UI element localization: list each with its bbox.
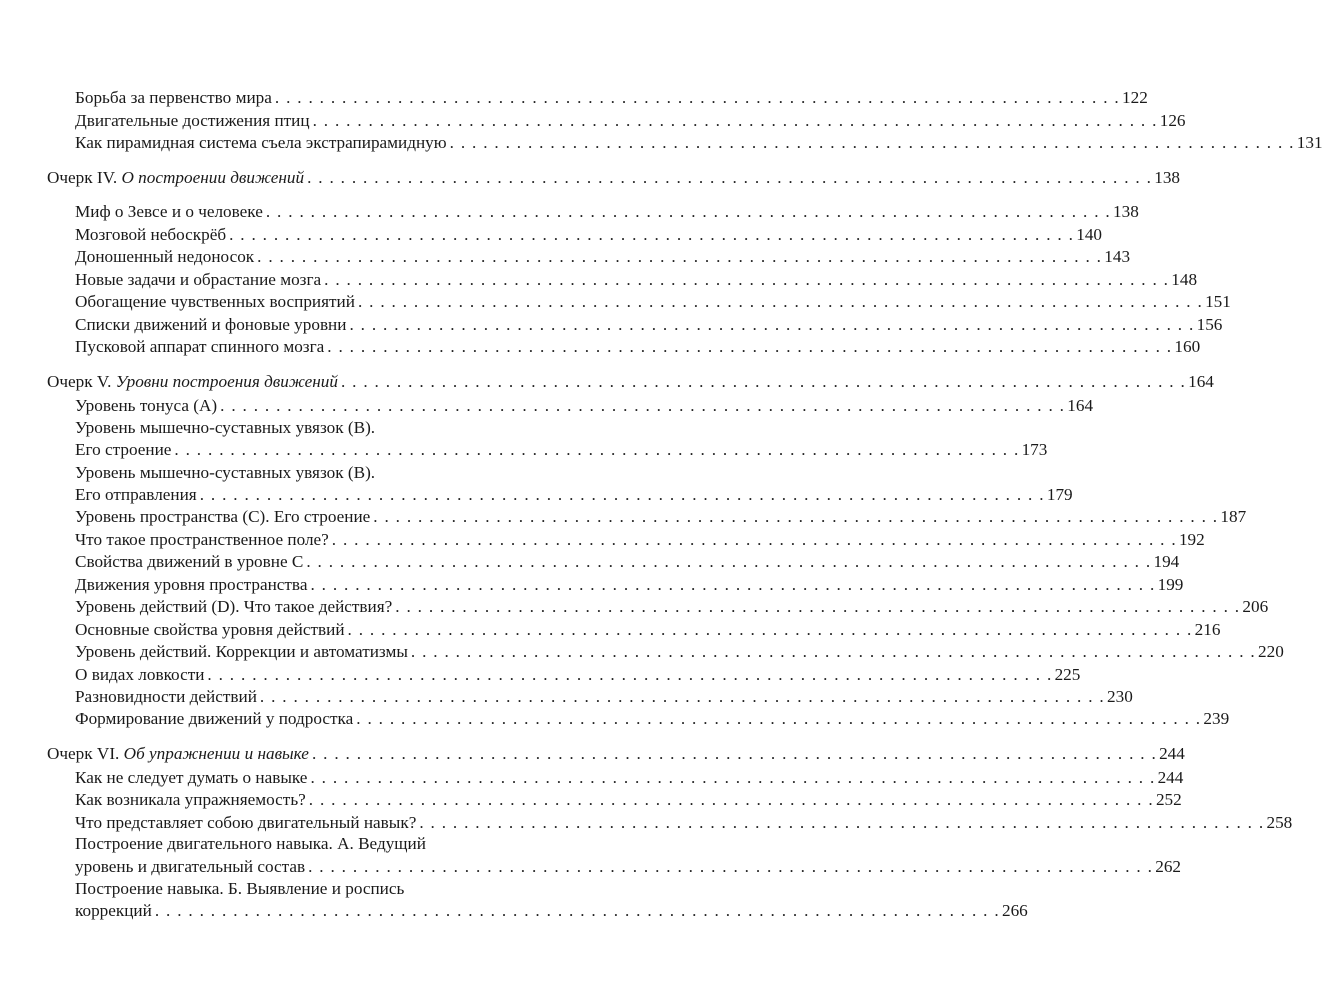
entry-title: Основные свойства уровня действий: [75, 620, 345, 639]
page-number: 143: [1104, 247, 1131, 266]
toc-entry: [75, 899, 1028, 923]
page-number: 138: [1113, 202, 1139, 221]
page-number: 230: [1107, 687, 1133, 706]
entry-title: Уровень пространства (С). Его строение: [75, 507, 371, 526]
page-number: 126: [1159, 111, 1186, 130]
entry-title: Обогащение чувственных восприятий: [75, 292, 355, 311]
page-number: 164: [1188, 372, 1214, 391]
page-number: 216: [1194, 620, 1221, 639]
toc-entry: [75, 855, 1182, 879]
page-number: 244: [1157, 768, 1184, 787]
toc-entry: [75, 394, 1094, 418]
dot-leader: . . . . . . . . . . . . . . . . . . . . . . . . . . . . . . . . . . . . . . . . . . . . . . . . . . . . . . . . . . . . . . . . . . . . . . . . . . . .: [347, 620, 1193, 639]
dot-leader: . . . . . . . . . . . . . . . . . . . . . . . . . . . . . . . . . . . . . . . . . . . . . . . . . . . . . . . . . . . . . . . . . . . . . . . . . . . .: [306, 552, 1152, 571]
toc-entry: [75, 223, 1103, 247]
chapter-label: Очерк IV.: [47, 168, 122, 187]
toc-entry: [75, 313, 1223, 337]
entry-title: Доношенный недоносок: [75, 247, 255, 266]
dot-leader: . . . . . . . . . . . . . . . . . . . . . . . . . . . . . . . . . . . . . . . . . . . . . . . . . . . . . . . . . . . . . . . . . . . . . . . . . . . .: [274, 88, 1121, 107]
entry-title: Разновидности действий: [75, 687, 257, 706]
page-number: 140: [1076, 225, 1103, 244]
page-number: 239: [1203, 709, 1230, 728]
toc-entry: [75, 707, 1230, 731]
entry-title: Списки движений и фоновые уровни: [75, 315, 347, 334]
page-number: 151: [1205, 292, 1231, 311]
toc-entry: [75, 573, 1184, 597]
toc-entry: [75, 528, 1205, 552]
toc-entry: [75, 109, 1186, 133]
toc-chapter: [47, 166, 1180, 190]
dot-leader: . . . . . . . . . . . . . . . . . . . . . . . . . . . . . . . . . . . . . . . . . . . . . . . . . . . . . . . . . . . . . . . . . . . . . . . . . . . .: [174, 440, 1020, 459]
entry-title: Что такое пространственное поле?: [75, 530, 329, 549]
toc-entry: [75, 663, 1081, 687]
dot-leader: . . . . . . . . . . . . . . . . . . . . . . . . . . . . . . . . . . . . . . . . . . . . . . . . . . . . . . . . . . . . . . . . . . . . . . . . . . . .: [327, 337, 1173, 356]
page-number: 192: [1178, 530, 1205, 549]
dot-leader: . . . . . . . . . . . . . . . . . . . . . . . . . . . . . . . . . . . . . . . . . . . . . . . . . . . . . . . . . . . . . . . . . . . . . . . . . . . .: [324, 270, 1170, 289]
dot-leader: . . . . . . . . . . . . . . . . . . . . . . . . . . . . . . . . . . . . . . . . . . . . . . . . . . . . . . . . . . . . . . . . . . . . . . . . . . . .: [356, 709, 1202, 728]
page-number: 173: [1021, 440, 1048, 459]
toc-chapter: [47, 742, 1185, 766]
toc-entry: [75, 335, 1201, 359]
page-number: 262: [1155, 857, 1182, 876]
dot-leader: . . . . . . . . . . . . . . . . . . . . . . . . . . . . . . . . . . . . . . . . . . . . . . . . . . . . . . . . . . . . . . . . . . . . . . . . . . . .: [265, 202, 1111, 221]
toc-entry: [75, 438, 1048, 462]
page-number: 187: [1220, 507, 1247, 526]
chapter-title: О построении движений: [121, 168, 305, 187]
page-number: 266: [1001, 901, 1028, 920]
toc-entry: [75, 290, 1231, 314]
chapter-title: Об упражнении и навыке: [123, 744, 309, 763]
toc-entry: [75, 416, 580, 440]
dot-leader: . . . . . . . . . . . . . . . . . . . . . . . . . . . . . . . . . . . . . . . . . . . . . . . . . . . . . . . . . . . . . . . . . . . . . . . . . . . .: [257, 247, 1103, 266]
entry-title: Построение двигательного навыка. А. Ведущий: [75, 834, 426, 853]
dot-leader: . . . . . . . . . . . . . . . . . . . . . . . . . . . . . . . . . . . . . . . . . . . . . . . . . . . . . . . . . . . . . . . . . . . . . . . . . . . .: [310, 575, 1156, 594]
dot-leader: . . . . . . . . . . . . . . . . . . . . . . . . . . . . . . . . . . . . . . . . . . . . . . . . . . . . . . . . . . . . . . . . . . . . . . . . . . . .: [410, 642, 1257, 661]
page-number: 179: [1046, 485, 1073, 504]
page-number: 194: [1153, 552, 1180, 571]
page-number: 164: [1067, 396, 1094, 415]
toc-entry: [75, 618, 1221, 642]
toc-entry: [75, 200, 1139, 224]
entry-title: Как пирамидная система съела экстрапирамидную: [75, 133, 447, 152]
entry-title: Как не следует думать о навыке: [75, 768, 308, 787]
toc-chapter: [47, 370, 1214, 394]
dot-leader: . . . . . . . . . . . . . . . . . . . . . . . . . . . . . . . . . . . . . . . . . . . . . . . . . . . . . . . . . . . . . . . . . . . . . . . . . . . .: [357, 292, 1204, 311]
page-number: 252: [1155, 790, 1182, 809]
toc-entry: [75, 483, 1073, 507]
dot-leader: . . . . . . . . . . . . . . . . . . . . . . . . . . . . . . . . . . . . . . . . . . . . . . . . . . . . . . . . . . . . . . . . . . . . . . . . . . . .: [207, 665, 1053, 684]
dot-leader: . . . . . . . . . . . . . . . . . . . . . . . . . . . . . . . . . . . . . . . . . . . . . . . . . . . . . . . . . . . . . . . . . . . . . . . . . . . .: [373, 507, 1219, 526]
entry-title: коррекций: [75, 901, 152, 920]
toc-entry: [75, 461, 580, 485]
entry-title: Построение навыка. Б. Выявление и роспись: [75, 879, 405, 898]
entry-title: [47, 742, 309, 766]
page-number: 138: [1154, 168, 1180, 187]
entry-title: Его строение: [75, 440, 172, 459]
toc-entry: [75, 595, 1269, 619]
chapter-label: Очерк VI.: [47, 744, 124, 763]
toc-entry: [75, 788, 1182, 812]
dot-leader: . . . . . . . . . . . . . . . . . . . . . . . . . . . . . . . . . . . . . . . . . . . . . . . . . . . . . . . . . . . . . . . . . . . . . . . . . . . .: [449, 133, 1295, 152]
page-number: 148: [1171, 270, 1198, 289]
entry-title: Уровень мышечно-суставных увязок (В).: [75, 463, 376, 482]
entry-title: Уровень мышечно-суставных увязок (В).: [75, 418, 376, 437]
entry-title: Как возникала упражняемость?: [75, 790, 306, 809]
toc-entry: [75, 832, 580, 856]
dot-leader: . . . . . . . . . . . . . . . . . . . . . . . . . . . . . . . . . . . . . . . . . . . . . . . . . . . . . . . . . . . . . . . . . . . . . . . . . . . .: [229, 225, 1075, 244]
dot-leader: . . . . . . . . . . . . . . . . . . . . . . . . . . . . . . . . . . . . . . . . . . . . . . . . . . . . . . . . . . . . . . . . . . . . . . . . . . . .: [199, 485, 1045, 504]
dot-leader: . . . . . . . . . . . . . . . . . . . . . . . . . . . . . . . . . . . . . . . . . . . . . . . . . . . . . . . . . . . . . . . . . . . . . . . . . . . .: [419, 813, 1265, 832]
dot-leader: . . . . . . . . . . . . . . . . . . . . . . . . . . . . . . . . . . . . . . . . . . . . . . . . . . . . . . . . . . . . . . . . . . . . . . . . . . . .: [308, 790, 1154, 809]
entry-title: Новые задачи и обрастание мозга: [75, 270, 322, 289]
entry-title: Его отправления: [75, 485, 197, 504]
dot-leader: . . . . . . . . . . . . . . . . . . . . . . . . . . . . . . . . . . . . . . . . . . . . . . . . . . . . . . . . . . . . . . . . . . . . . . . . . . . .: [395, 597, 1241, 616]
toc-entry: [75, 86, 1148, 110]
entry-title: Движения уровня пространства: [75, 575, 308, 594]
toc-entry: [75, 640, 1284, 664]
chapter-label: Очерк V.: [47, 372, 116, 391]
chapter-title: Уровни построения движений: [115, 372, 338, 391]
page-number: 258: [1266, 813, 1293, 832]
entry-title: Пусковой аппарат спинного мозга: [75, 337, 325, 356]
dot-leader: . . . . . . . . . . . . . . . . . . . . . . . . . . . . . . . . . . . . . . . . . . . . . . . . . . . . . . . . . . . . . . . . . . . . . . . . . . . .: [312, 111, 1158, 130]
dot-leader: . . . . . . . . . . . . . . . . . . . . . . . . . . . . . . . . . . . . . . . . . . . . . . . . . . . . . . . . . . . . . . . . . . . . . . . . . . . .: [220, 396, 1066, 415]
dot-leader: . . . . . . . . . . . . . . . . . . . . . . . . . . . . . . . . . . . . . . . . . . . . . . . . . . . . . . . . . . . . . . . . . . . . . . . . . . . .: [331, 530, 1177, 549]
page-number: 244: [1159, 744, 1185, 763]
dot-leader: . . . . . . . . . . . . . . . . . . . . . . . . . . . . . . . . . . . . . . . . . . . . . . . . . . . . . . . . . . . . . . . . . . . . . . . . . . . .: [349, 315, 1195, 334]
entry-title: Двигательные достижения птиц: [75, 111, 310, 130]
entry-title: Борьба за первенство мира: [75, 88, 272, 107]
dot-leader: . . . . . . . . . . . . . . . . . . . . . . . . . . . . . . . . . . . . . . . . . . . . . . . . . . . . . . . . . . . . . . . . . . . . . . . . . . . .: [311, 744, 1158, 763]
entry-title: Формирование движений у подростка: [75, 709, 354, 728]
dot-leader: . . . . . . . . . . . . . . . . . . . . . . . . . . . . . . . . . . . . . . . . . . . . . . . . . . . . . . . . . . . . . . . . . . . . . . . . . . . .: [154, 901, 1000, 920]
entry-title: Уровень действий (D). Что такое действия?: [75, 597, 393, 616]
entry-title: Что представляет собою двигательный навык?: [75, 813, 417, 832]
entry-title: [47, 166, 304, 190]
dot-leader: . . . . . . . . . . . . . . . . . . . . . . . . . . . . . . . . . . . . . . . . . . . . . . . . . . . . . . . . . . . . . . . . . . . . . . . . . . . .: [308, 857, 1154, 876]
entry-title: Миф о Зевсе и о человеке: [75, 202, 263, 221]
entry-title: Мозговой небоскрёб: [75, 225, 227, 244]
toc-entry: [75, 505, 1247, 529]
page-number: 156: [1196, 315, 1223, 334]
toc-entry: [75, 131, 1323, 155]
entry-title: уровень и двигательный состав: [75, 857, 306, 876]
dot-leader: . . . . . . . . . . . . . . . . . . . . . . . . . . . . . . . . . . . . . . . . . . . . . . . . . . . . . . . . . . . . . . . . . . . . . . . . . . . .: [307, 168, 1153, 187]
page-number: 225: [1054, 665, 1081, 684]
toc-entry: [75, 550, 1180, 574]
entry-title: [47, 370, 338, 394]
dot-leader: . . . . . . . . . . . . . . . . . . . . . . . . . . . . . . . . . . . . . . . . . . . . . . . . . . . . . . . . . . . . . . . . . . . . . . . . . . . .: [310, 768, 1156, 787]
toc-entry: [75, 877, 580, 901]
page-number: 199: [1157, 575, 1184, 594]
page-number: 122: [1122, 88, 1148, 107]
dot-leader: . . . . . . . . . . . . . . . . . . . . . . . . . . . . . . . . . . . . . . . . . . . . . . . . . . . . . . . . . . . . . . . . . . . . . . . . . . . .: [259, 687, 1106, 706]
entry-title: Свойства движений в уровне С: [75, 552, 304, 571]
toc-entry: [75, 766, 1184, 790]
page-number: 206: [1242, 597, 1269, 616]
toc-entry: [75, 245, 1131, 269]
entry-title: О видах ловкости: [75, 665, 205, 684]
toc-entry: [75, 685, 1133, 709]
page-number: 131: [1296, 133, 1323, 152]
page-number: 220: [1258, 642, 1284, 661]
entry-title: Уровень тонуса (А): [75, 396, 218, 415]
toc-entry: [75, 268, 1198, 292]
dot-leader: . . . . . . . . . . . . . . . . . . . . . . . . . . . . . . . . . . . . . . . . . . . . . . . . . . . . . . . . . . . . . . . . . . . . . . . . . . . .: [340, 372, 1187, 391]
entry-title: Уровень действий. Коррекции и автоматизмы: [75, 642, 408, 661]
page-number: 160: [1174, 337, 1201, 356]
